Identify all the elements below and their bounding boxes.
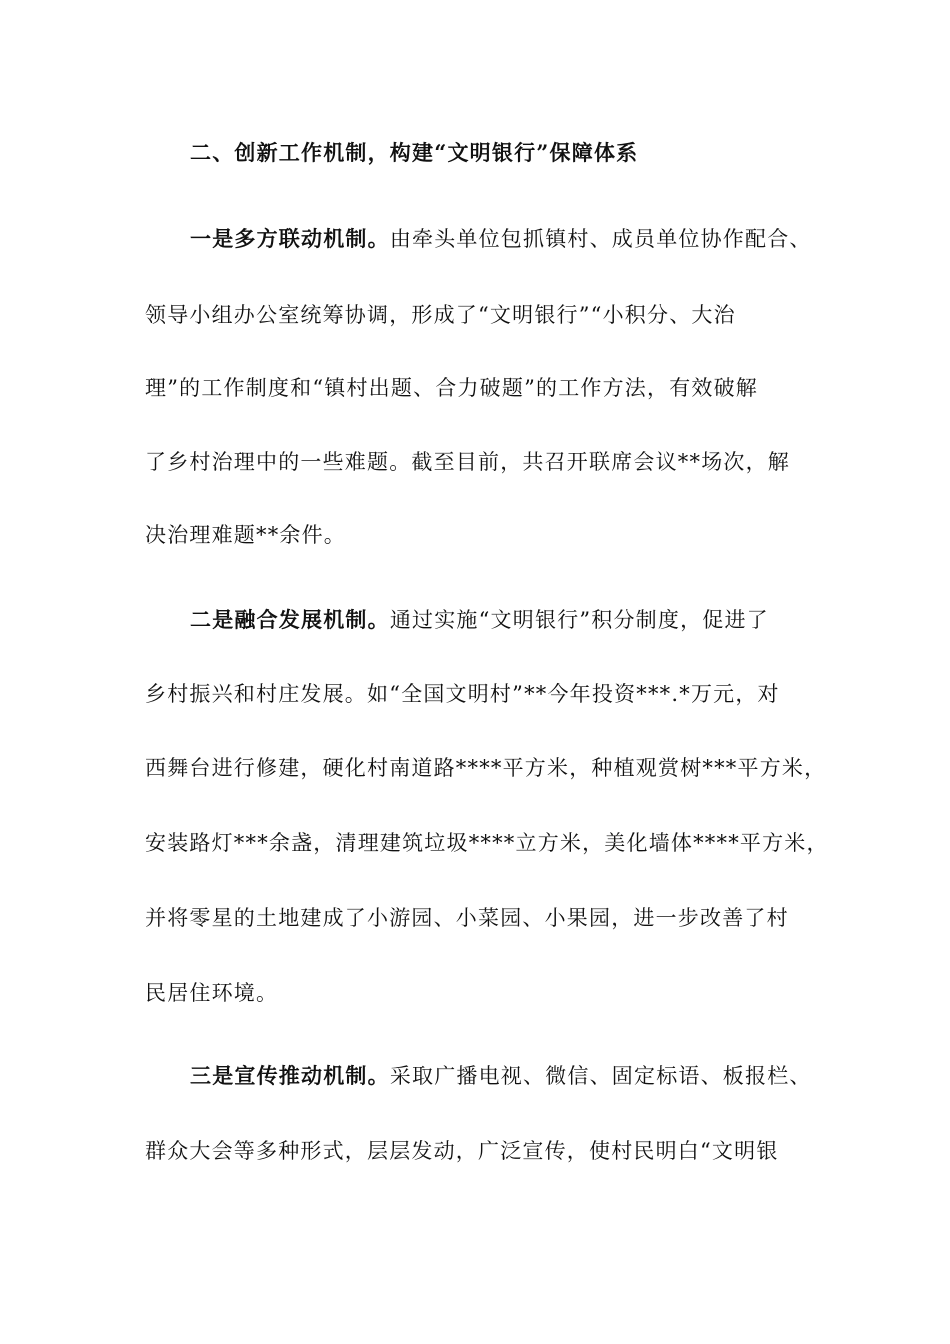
paragraph-1-line-4: 了乡村治理中的一些难题。截至目前，共召开联席会议**场次，解	[145, 450, 790, 474]
paragraph-2-line-2: 乡村振兴和村庄发展。如“全国文明村”**今年投资***.*万元，对	[145, 682, 780, 706]
paragraph-1-text: 由牵头单位包抓镇村、成员单位协作配合、	[389, 227, 812, 251]
section-heading: 二、创新工作机制，构建“文明银行”保障体系	[190, 140, 639, 165]
paragraph-2-line-3: 西舞台进行修建，硬化村南道路****平方米，种植观赏树***平方米，	[145, 756, 827, 780]
paragraph-3-lead: 三是宣传推动机制。	[190, 1063, 390, 1088]
paragraph-1-line-2: 领导小组办公室统筹协调，形成了“文明银行”“小积分、大治	[145, 303, 736, 327]
paragraph-1-line-3: 理”的工作制度和“镇村出题、合力破题”的工作方法，有效破解	[145, 376, 759, 400]
paragraph-3-line-1	[190, 1061, 812, 1091]
paragraph-3-text: 采取广播电视、微信、固定标语、板报栏、	[389, 1064, 812, 1088]
paragraph-2-line-4: 安装路灯***余盏，清理建筑垃圾****立方米，美化墙体****平方米，	[145, 831, 829, 855]
paragraph-2-lead: 二是融合发展机制。	[190, 607, 390, 632]
paragraph-1-line-5: 决治理难题**余件。	[145, 523, 346, 547]
paragraph-2-line-1	[190, 605, 769, 635]
paragraph-1-line-1	[190, 224, 812, 254]
paragraph-2-line-6: 民居住环境。	[145, 981, 279, 1005]
paragraph-3-line-2: 群众大会等多种形式，层层发动，广泛宣传，使村民明白“文明银	[145, 1139, 779, 1163]
paragraph-2-line-5: 并将零星的土地建成了小游园、小菜园、小果园，进一步改善了村	[145, 906, 789, 930]
paragraph-1-lead: 一是多方联动机制。	[190, 226, 390, 251]
paragraph-2-text: 通过实施“文明银行”积分制度，促进了	[389, 608, 769, 632]
